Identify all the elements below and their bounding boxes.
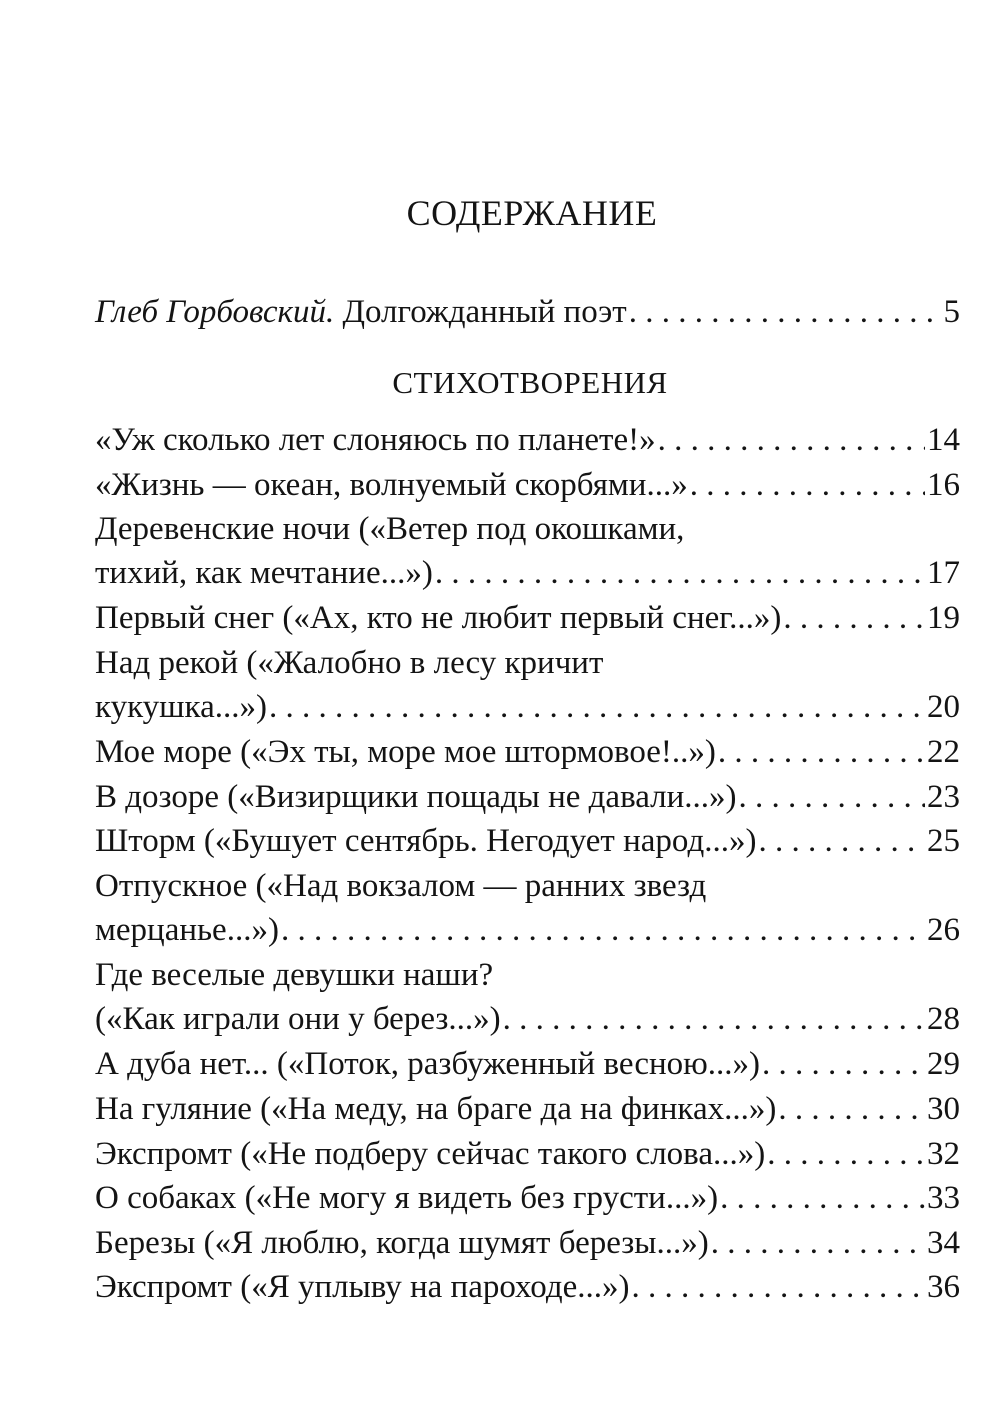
- dot-leader: [767, 1132, 925, 1176]
- toc-entry-page: 34: [927, 1225, 960, 1261]
- toc-entry-text: Экспромт («Не подберу сейчас такого слова...»): [95, 1136, 766, 1172]
- toc-entry-text: В дозоре («Визирщики пощады не давали...»): [95, 779, 737, 815]
- toc-entry-text: тихий, как мечтание...»): [95, 555, 433, 591]
- toc-entry-line: [95, 908, 960, 952]
- toc-entry-text: На гуляние («На меду, на браге да на финках...»): [95, 1091, 777, 1127]
- toc-entry-line: [95, 1132, 960, 1176]
- toc-entry-line: [95, 775, 960, 819]
- toc-entry-page: 5: [943, 294, 960, 330]
- toc-entry-line: [95, 1221, 960, 1265]
- dot-leader: [269, 685, 925, 729]
- toc-entry-page: 25: [927, 823, 960, 859]
- toc-entry: [95, 1087, 960, 1131]
- dot-leader: [711, 1221, 925, 1265]
- toc-entry-text: Березы («Я люблю, когда шумят березы...»): [95, 1225, 709, 1261]
- toc-entry: [95, 819, 960, 863]
- toc-entry: [95, 596, 960, 640]
- toc-entry: [95, 1221, 960, 1265]
- toc-entry: [95, 1176, 960, 1220]
- toc-entry: [95, 507, 960, 595]
- toc-entry-line: [95, 730, 960, 774]
- toc-entry-line: [95, 1042, 960, 1086]
- toc-entry-line: [95, 1087, 960, 1131]
- toc-entry: [95, 641, 960, 729]
- dot-leader: [720, 1176, 925, 1220]
- toc-entry-author: Глеб Горбовский.: [95, 294, 335, 330]
- toc-entry-line: [95, 551, 960, 595]
- toc-entry-text: Первый снег («Ах, кто не любит первый снег...»): [95, 600, 782, 636]
- toc-entry-text: «Уж сколько лет слоняюсь по планете!»: [95, 422, 656, 458]
- toc-entry-line: [95, 685, 960, 729]
- dot-leader: [690, 463, 925, 507]
- toc-entry-text: Шторм («Бушует сентябрь. Негодует народ...»): [95, 823, 757, 859]
- toc-entry-line: [95, 1265, 960, 1309]
- toc-entry-text: А дуба нет... («Поток, разбуженный весною...»): [95, 1046, 761, 1082]
- toc-entry-page: 14: [927, 422, 960, 458]
- toc-entry-line: [95, 819, 960, 863]
- toc-entry-page: 36: [927, 1269, 960, 1305]
- dot-leader: [778, 1087, 925, 1131]
- toc-entry-line: [95, 997, 960, 1041]
- toc-entry-line: [95, 1176, 960, 1220]
- dot-leader: [503, 997, 925, 1041]
- toc-entry-text: Деревенские ночи («Ветер под окошками,: [95, 511, 685, 547]
- dot-leader: [629, 290, 942, 334]
- toc-entry-line: [95, 596, 960, 640]
- toc-entry-page: 19: [927, 600, 960, 636]
- toc-entry-line: [95, 463, 960, 507]
- toc-entry-text: «Жизнь — океан, волнуемый скорбями...»: [95, 467, 688, 503]
- toc-entry-text: Над рекой («Жалобно в лесу кричит: [95, 645, 604, 681]
- section-title: СТИХОТВОРЕНИЯ: [392, 365, 668, 400]
- toc-entry-page: 20: [927, 689, 960, 725]
- toc-entry-line: [95, 290, 960, 334]
- toc-entry-page: 32: [927, 1136, 960, 1172]
- toc-entry-text: («Как играли они у берез...»): [95, 1001, 501, 1037]
- toc-entry: [95, 953, 960, 1041]
- toc-entry-text: Экспромт («Я уплыву на пароходе...»): [95, 1269, 630, 1305]
- dot-leader: [758, 819, 925, 863]
- toc-entry-text: кукушка...»): [95, 689, 267, 725]
- toc-entry: [95, 775, 960, 819]
- toc-entry-intro: [95, 290, 960, 334]
- toc-entry-page: 17: [927, 555, 960, 591]
- toc-entry-page: 16: [927, 467, 960, 503]
- dot-leader: [739, 775, 925, 819]
- dot-leader: [762, 1042, 925, 1086]
- toc-entry: [95, 1132, 960, 1176]
- toc-entry-text: мерцанье...»): [95, 912, 279, 948]
- toc-entry-page: 23: [927, 779, 960, 815]
- page-title: СОДЕРЖАНИЕ: [406, 193, 658, 233]
- toc-entry-page: 30: [927, 1091, 960, 1127]
- dot-leader: [632, 1265, 926, 1309]
- toc-entry-text: Где веселые девушки наши?: [95, 957, 494, 993]
- toc-entry-text: Мое море («Эх ты, море мое штормовое!..»): [95, 734, 716, 770]
- dot-leader: [435, 551, 925, 595]
- dot-leader: [718, 730, 925, 774]
- toc-entry-text: Отпускное («Над вокзалом — ранних звезд: [95, 868, 707, 904]
- toc-entry-title: Долгожданный поэт: [342, 294, 627, 330]
- toc-entry-page: 33: [927, 1180, 960, 1216]
- toc-entry: [95, 730, 960, 774]
- dot-leader: [281, 908, 925, 952]
- toc-entry: [95, 418, 960, 462]
- toc-entry: [95, 463, 960, 507]
- toc-entry-page: 28: [927, 1001, 960, 1037]
- toc-entry-page: 26: [927, 912, 960, 948]
- dot-leader: [658, 418, 925, 462]
- toc-entry-text: О собаках («Не могу я видеть без грусти...»): [95, 1180, 719, 1216]
- toc-entry-page: 29: [927, 1046, 960, 1082]
- toc-entry: [95, 1042, 960, 1086]
- toc-entry: [95, 1265, 960, 1309]
- toc-entry-line: [95, 418, 960, 462]
- toc-entry-page: 22: [927, 734, 960, 770]
- toc-entry: [95, 864, 960, 952]
- dot-leader: [783, 596, 925, 640]
